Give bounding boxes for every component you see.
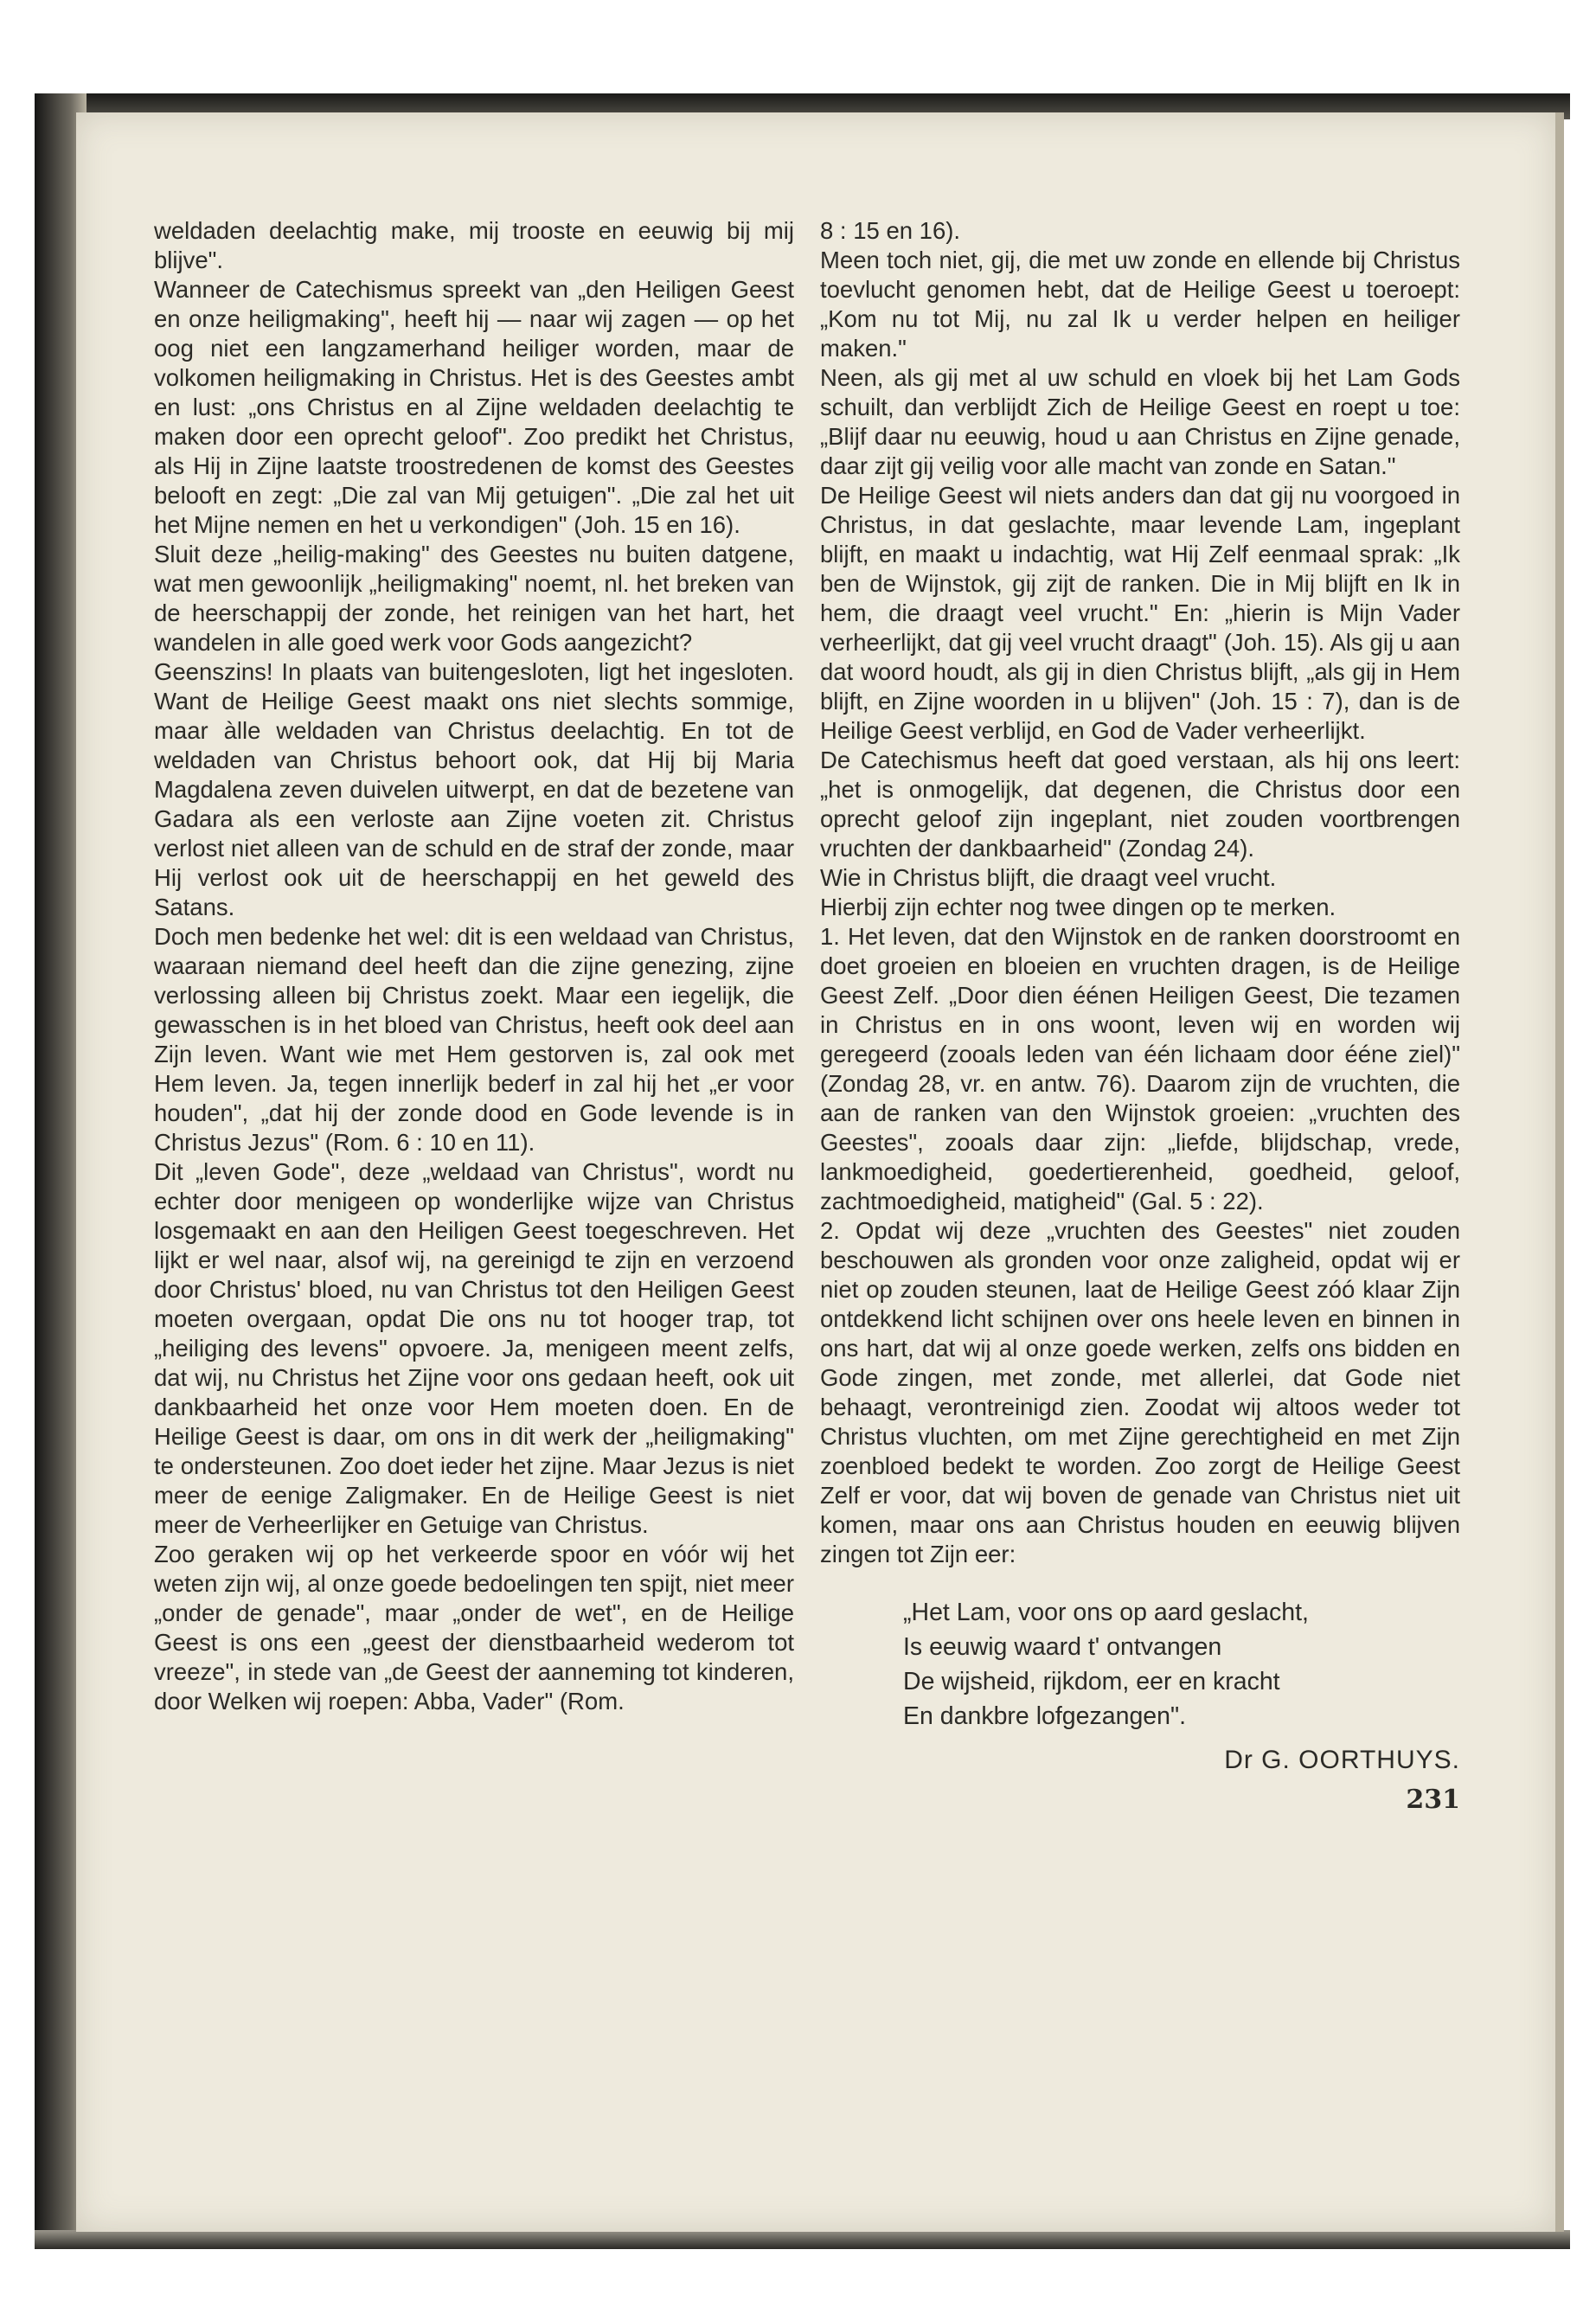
paragraph: De Heilige Geest wil niets anders dan dat gij nu voorgoed in Christus, in dat geslachte, maar levende Lam, ingeplant blijft, en maakt u indachtig, wat Hij Zelf eenmaal sprak: „Ik ben de Wijnstok, gij zijt de ranken. Die in Mij blijft en Ik in hem, die draagt veel vrucht." En: „hierin is Mijn Vader verheerlijkt, dat gij veel vrucht draagt" (Joh. 15). Als gij u aan dat woord houdt, als gij in dien Christus blijft, „als gij in Hem blijft, en Zijne woorden in u blijven" (Joh. 15 : 7), dan is de Heilige Geest verblijd, en God de Vader verheerlijkt. [820, 482, 1460, 744]
poem-line: De wijsheid, rijkdom, eer en kracht [903, 1668, 1280, 1695]
paragraph: Meen toch niet, gij, die met uw zonde en ellende bij Christus toevlucht genomen hebt, dat de Heilige Geest u toeroept: „Kom nu tot Mij, nu zal Ik u verder helpen en heiliger maken." [820, 247, 1460, 362]
paragraph: Wanneer de Catechismus spreekt van „den Heiligen Geest en onze heiligmaking", heeft hij — naar wij zagen — op het oog niet een langzamerhand heiliger worden, maar de volkomen heiligmaking in Christus. Het is des Geestes ambt en lust: „ons Christus en al Zijne weldaden deelachtig te maken door een oprecht geloof". Zoo predikt het Christus, als Hij in Zijne laatste troostredenen de komst des Geestes belooft en zegt: „Die zal van Mij getuigen". „Die zal het uit het Mijne nemen en het u verkondigen" (Joh. 15 en 16). [154, 276, 794, 538]
paragraph: Neen, als gij met al uw schuld en vloek bij het Lam Gods schuilt, dan verblijdt Zich de Heilige Geest en roept u toe: „Blijf daar nu eeuwig, houd u aan Christus en Zijne genade, daar zijt gij veilig voor alle macht van zonde en Satan." [820, 364, 1460, 479]
poem-stanza [903, 1595, 1460, 1734]
paragraph: Sluit deze „heilig-making" des Geestes nu buiten datgene, wat men gewoonlijk „heiligmaking" noemt, nl. het breken van de heerschappij der zonde, het reinigen van het hart, het wandelen in alle goed werk voor Gods aangezicht? [154, 541, 794, 656]
paragraph: Hierbij zijn echter nog twee dingen op te merken. [820, 894, 1336, 920]
left-column [154, 216, 794, 1716]
author-signature: Dr G. OORTHUYS. [1224, 1746, 1460, 1774]
paragraph: Dit „leven Gode", deze „weldaad van Christus", wordt nu echter door menigeen op wonderlijke wijze van Christus losgemaakt en aan den Heiligen Geest toegeschreven. Het lijkt er wel naar, alsof wij, na gereinigd te zijn en verzoend door Christus' bloed, nu van Christus tot den Heiligen Geest moeten overgaan, opdat Die ons nu tot hooger trap, tot „heiliging des levens" opvoere. Ja, menigeen meent zelfs, dat wij, nu Christus het Zijne voor ons gedaan heeft, ook uit dankbaarheid het onze voor Hem moeten doen. En de Heilige Geest is daar, om ons in dit werk der „heiligmaking" te ondersteunen. Zoo doet ieder het zijne. Maar Jezus is niet meer de eenige Zaligmaker. En de Heilige Geest is niet meer de Verheerlijker en Getuige van Christus. [154, 1158, 794, 1538]
paragraph: Geenszins! In plaats van buitengesloten, ligt het ingesloten. Want de Heilige Geest maakt ons niet slechts sommige, maar àlle weldaden van Christus deelachtig. En tot de weldaden van Christus behoort ook, dat Hij bij Maria Magdalena zeven duivelen uitwerpt, en dat de bezetene van Gadara als een verloste aan Zijne voeten zit. Christus verlost niet alleen van de schuld en de straf der zonde, maar Hij verlost ook uit de heerschappij en het geweld des Satans. [154, 658, 794, 920]
poem-line: „Het Lam, voor ons op aard geslacht, [903, 1599, 1309, 1626]
paragraph: 8 : 15 en 16). [820, 217, 961, 244]
scan-border-bottom [35, 2230, 1570, 2249]
poem-line: Is eeuwig waard t' ontvangen [903, 1633, 1222, 1661]
paragraph: Zoo geraken wij op het verkeerde spoor en vóór wij het weten zijn wij, al onze goede bedoelingen ten spijt, niet meer „onder de genade", maar „onder de wet", en de Heilige Geest is ons een „geest der dienstbaarheid wederom tot vreeze", in stede van „de Geest der aanneming tot kinderen, door Welken wij roepen: Abba, Vader" (Rom. [154, 1541, 794, 1715]
paragraph: 2. Opdat wij deze „vruchten des Geestes" niet zouden beschouwen als gronden voor onze zaligheid, opdat wij er niet op zouden steunen, laat de Heilige Geest zóó klaar Zijn ontdekkend licht schijnen over ons heele leven en binnen in ons hart, dat wij al onze goede werken, zelfs ons bidden en Gode zingen, met zonde, met allerlei, dat Gode niet behaagt, verontreinigd zien. Zoodat wij altoos weder tot Christus vluchten, om met Zijne gerechtigheid en met Zijn zoenbloed bedekt te worden. Zoo zorgt de Heilige Geest Zelf er voor, dat wij boven de genade van Christus niet uit komen, maar ons aan Christus houden en eeuwig blijven zingen tot Zijn eer: [820, 1217, 1460, 1567]
poem-line: En dankbre lofgezangen". [903, 1702, 1187, 1730]
paragraph: Wie in Christus blijft, die draagt veel vrucht. [820, 864, 1277, 891]
right-column [820, 216, 1460, 1815]
paragraph: De Catechismus heeft dat goed verstaan, als hij ons leert: „het is onmogelijk, dat degenen, die Christus door een oprecht geloof zijn ingeplant, niet zouden voortbrengen vruchten der dankbaarheid" (Zondag 24). [820, 747, 1460, 862]
page-number: 231 [1406, 1785, 1460, 1815]
paragraph: Doch men bedenke het wel: dit is een weldaad van Christus, waaraan niemand deel heeft dan die zijne genezing, zijne verlossing alleen bij Christus zoekt. Maar een iegelijk, die gewasschen is in het bloed van Christus, heeft ook deel aan Zijn leven. Want wie met Hem gestorven is, zal ook met Hem leven. Ja, tegen innerlijk bederf in zal hij het „er voor houden", „dat hij der zonde dood en Gode levende is in Christus Jezus" (Rom. 6 : 10 en 11). [154, 923, 794, 1156]
paragraph: 1. Het leven, dat den Wijnstok en de ranken doorstroomt en doet groeien en bloeien en vruchten dragen, is de Heilige Geest Zelf. „Door dien éénen Heiligen Geest, Die tezamen in Christus en in ons woont, leven wij en worden wij geregeerd (zooals leden van één lichaam door ééne ziel)" (Zondag 28, vr. en antw. 76). Daarom zijn de vruchten, die aan de ranken van den Wijnstok groeien: „vruchten des Geestes", zooals daar zijn: „liefde, blijdschap, vrede, lankmoedigheid, goedertierenheid, goedheid, geloof, zachtmoedigheid, matigheid" (Gal. 5 : 22). [820, 923, 1460, 1215]
paragraph: weldaden deelachtig make, mij trooste en eeuwig bij mij blijve". [154, 217, 794, 273]
document-page [76, 112, 1564, 2232]
